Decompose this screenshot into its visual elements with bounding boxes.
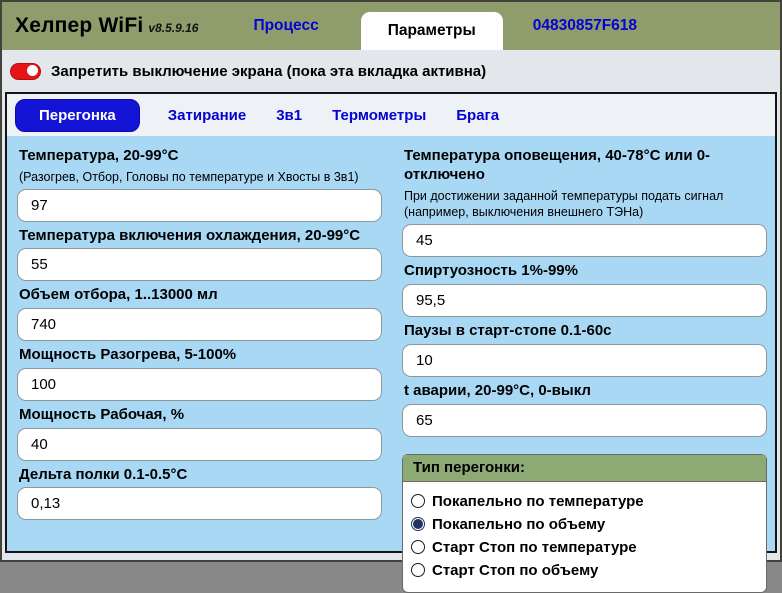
app-header <box>2 2 780 50</box>
radio-startstop-by-temperature[interactable]: Старт Стоп по температуре <box>411 539 758 556</box>
screen-toggle-row <box>2 50 780 92</box>
input-startstop-pause[interactable] <box>402 344 767 377</box>
field-label: Объем отбора, 1..13000 мл <box>19 286 218 304</box>
field-label: Паузы в старт-стопе 0.1-60с <box>404 322 612 339</box>
field-startstop-pause <box>402 322 767 377</box>
distill-type-header: Тип перегонки: <box>403 455 766 482</box>
tab-distillation[interactable]: Перегонка <box>15 99 140 132</box>
header-tab-process[interactable]: Процесс <box>253 17 319 34</box>
radio-icon <box>411 540 425 554</box>
toggle-knob-icon <box>27 65 38 76</box>
distill-type-options <box>403 482 766 592</box>
radio-icon <box>411 494 425 508</box>
field-label: Температура, 20-99°C <box>19 147 179 164</box>
input-alert-temp[interactable] <box>402 224 767 257</box>
distill-type-box <box>402 454 767 593</box>
field-heating-power <box>17 346 382 401</box>
screen-toggle-label: Запретить выключение экрана (пока эта вкладка активна) <box>51 62 487 80</box>
input-shelf-delta[interactable] <box>17 487 382 520</box>
app-version: v8.5.9.16 <box>148 21 199 35</box>
input-working-power[interactable] <box>17 428 382 461</box>
tab-mashing[interactable]: Затирание <box>167 106 247 124</box>
field-emergency-temp <box>402 382 767 437</box>
field-label: Дельта полки 0.1-0.5°C <box>19 465 188 483</box>
header-tab-parameters[interactable]: Параметры <box>361 12 503 50</box>
field-abv <box>402 262 767 317</box>
field-alert-temp <box>402 147 767 257</box>
input-emergency-temp[interactable] <box>402 404 767 437</box>
left-column <box>17 142 382 593</box>
field-label: Температура включения охлаждения, 20-99°C <box>19 226 361 244</box>
app-title: Хелпер WiFi <box>15 14 144 37</box>
screen-toggle[interactable] <box>10 63 41 80</box>
field-cooling-on-temp <box>17 227 382 282</box>
field-selection-volume <box>17 286 382 341</box>
field-temperature <box>17 147 382 222</box>
field-shelf-delta <box>17 466 382 521</box>
app-title-group <box>15 14 198 38</box>
input-abv[interactable] <box>402 284 767 317</box>
radio-icon <box>411 563 425 577</box>
field-label: Спиртуозность 1%-99% <box>404 262 578 280</box>
field-note: При достижении заданной температуры подать сигнал (например, выключения внешнего ТЭНа) <box>404 188 724 220</box>
right-column <box>402 142 767 593</box>
input-heating-power[interactable] <box>17 368 382 401</box>
header-device-id-link[interactable]: 04830857F618 <box>532 17 638 34</box>
radio-drip-by-volume[interactable]: Покапельно по объему <box>411 516 758 533</box>
field-label: Мощность Разогрева, 5-100% <box>19 346 237 364</box>
field-label: Температура оповещения, 40-78°C или 0-отключено <box>404 147 711 183</box>
field-working-power <box>17 406 382 461</box>
tab-3in1[interactable]: 3в1 <box>276 106 303 124</box>
radio-drip-by-temperature[interactable]: Покапельно по температуре <box>411 493 758 510</box>
input-cooling-on-temp[interactable] <box>17 248 382 281</box>
field-label: Мощность Рабочая, % <box>19 405 185 423</box>
radio-icon <box>411 517 425 531</box>
nav-tabs <box>7 94 775 136</box>
field-note: (Разогрев, Отбор, Головы по температуре и Хвосты в 3в1) <box>19 169 359 184</box>
field-label: t аварии, 20-99°C, 0-выкл <box>404 381 591 399</box>
tab-thermometers[interactable]: Термометры <box>332 106 427 124</box>
tab-braga[interactable]: Брага <box>456 106 500 124</box>
radio-startstop-by-volume[interactable]: Старт Стоп по объему <box>411 562 758 579</box>
input-selection-volume[interactable] <box>17 308 382 341</box>
parameters-panel <box>5 92 777 579</box>
input-temperature[interactable] <box>17 189 382 222</box>
form-content <box>7 136 775 593</box>
